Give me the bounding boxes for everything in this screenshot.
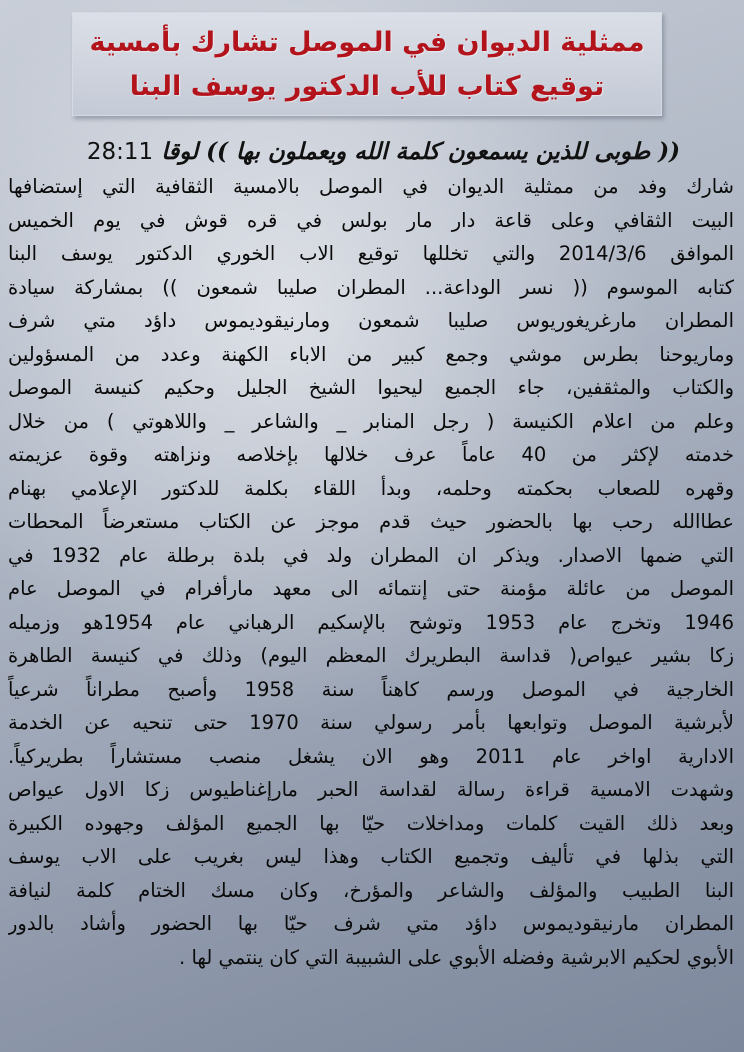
- body-line: الادارية اواخر عام 2011 وهو الان يشغل منصب مستشاراً بطريركياً.: [8, 744, 734, 768]
- scripture-quote: [60, 132, 680, 172]
- body-line: البنا الطبيب والمؤلف والشاعر والمؤرخ، وكان مسك الختام كلمة لنيافة: [8, 878, 734, 902]
- body-line: وماريوحنا بطرس موشي وجمع كبير من الاباء الكهنة وعدد من المسؤولين: [8, 342, 734, 366]
- article-body: [8, 170, 734, 974]
- body-line: التي بذلها في تأليف وتجميع الكتاب وهذا ليس بغريب على الاب يوسف: [8, 845, 734, 868]
- body-line: الخارجية في الموصل ورسم كاهناً سنة 1958 وأصبح مطراناً شرعياً: [8, 677, 734, 701]
- title-line-1: ممثلية الديوان في الموصل تشارك بأمسية: [89, 27, 645, 58]
- title-line-2: توقيع كتاب للأب الدكتور يوسف البنا: [129, 71, 605, 102]
- body-line: 1946 وتخرج عام 1953 وتوشح بالإسكيم الرهباني عام 1954هو وزميله: [8, 610, 734, 634]
- body-line: المطران مارغريغوريوس صليبا شمعون ومارنيقوديموس داؤد متي شرف: [8, 309, 734, 332]
- body-line: لأبرشية الموصل وتوابعها بأمر رسولي سنة 1970 حتى تنحيه عن الخدمة: [8, 711, 734, 734]
- body-line: كتابه الموسوم (( نسر الوداعة... المطران صليبا شمعون )) بمشاركة سيادة: [8, 275, 734, 299]
- body-line: خدمته لإكثر من 40 عاماً عرف خلالها بإخلاصه ونزاهته وقوة عزيمته: [8, 443, 734, 466]
- body-line: البيت الثقافي وعلى قاعة دار مار بولس في قره قوش في يوم الخميس: [8, 208, 734, 232]
- body-line: الموافق 2014/3/6 والتي تخللها توقيع الاب الخوري الدكتور يوسف البنا: [8, 242, 734, 265]
- body-line: المطران مارنيقوديموس داؤد متي شرف حيّا بها الحضور وأشاد بالدور: [8, 912, 734, 935]
- body-line: وقهره للصعاب بحكمته وحلمه، وبدأ اللقاء بكلمة للدكتور الإعلامي بهنام: [8, 476, 734, 500]
- quote-reference: 28:11: [86, 139, 154, 165]
- body-line: شارك وفد من ممثلية الديوان في الموصل بالامسية الثقافية التي إستضافها: [8, 175, 734, 198]
- body-line: عطاالله رحب بها بالحضور حيث قدم موجز عن الكتاب مستعرضاً المحطات: [8, 510, 734, 533]
- body-line: وبعد ذلك القيت كلمات ومداخلات حيّا بها الجميع المؤلف وجهوده الكبيرة: [8, 811, 734, 835]
- body-line: وشهدت الامسية قراءة رسالة لقداسة الحبر مارإغناطيوس زكا الاول عيواص: [8, 778, 734, 801]
- body-line: والكتاب والمثقفين، جاء الجميع ليحيوا الشيخ الجليل وحكيم كنيسة الموصل: [8, 376, 734, 399]
- body-line: وعلم من اعلام الكنيسة ( رجل المنابر _ والشاعر _ واللاهوتي ) من خلال: [8, 409, 734, 433]
- body-line: زكا بشير عيواص( قداسة البطريرك المعظم اليوم) وذلك في كنيسة الطاهرة: [8, 644, 734, 667]
- title-banner: [72, 12, 662, 116]
- quote-text: (( طوبى للذين يسمعون كلمة الله ويعملون بها )) لوقا: [161, 138, 680, 165]
- body-line: الموصل من عائلة مؤمنة حتى إنتمائه الى معهد مارأفرام في الموصل عام: [8, 577, 734, 600]
- body-line: الأبوي لحكيم الابرشية وفضله الأبوي على الشبيبة التي كان ينتمي لها .: [179, 945, 734, 969]
- body-line: التي ضمها الاصدار. ويذكر ان المطران ولد في بلدة برطلة عام 1932 في: [8, 543, 734, 567]
